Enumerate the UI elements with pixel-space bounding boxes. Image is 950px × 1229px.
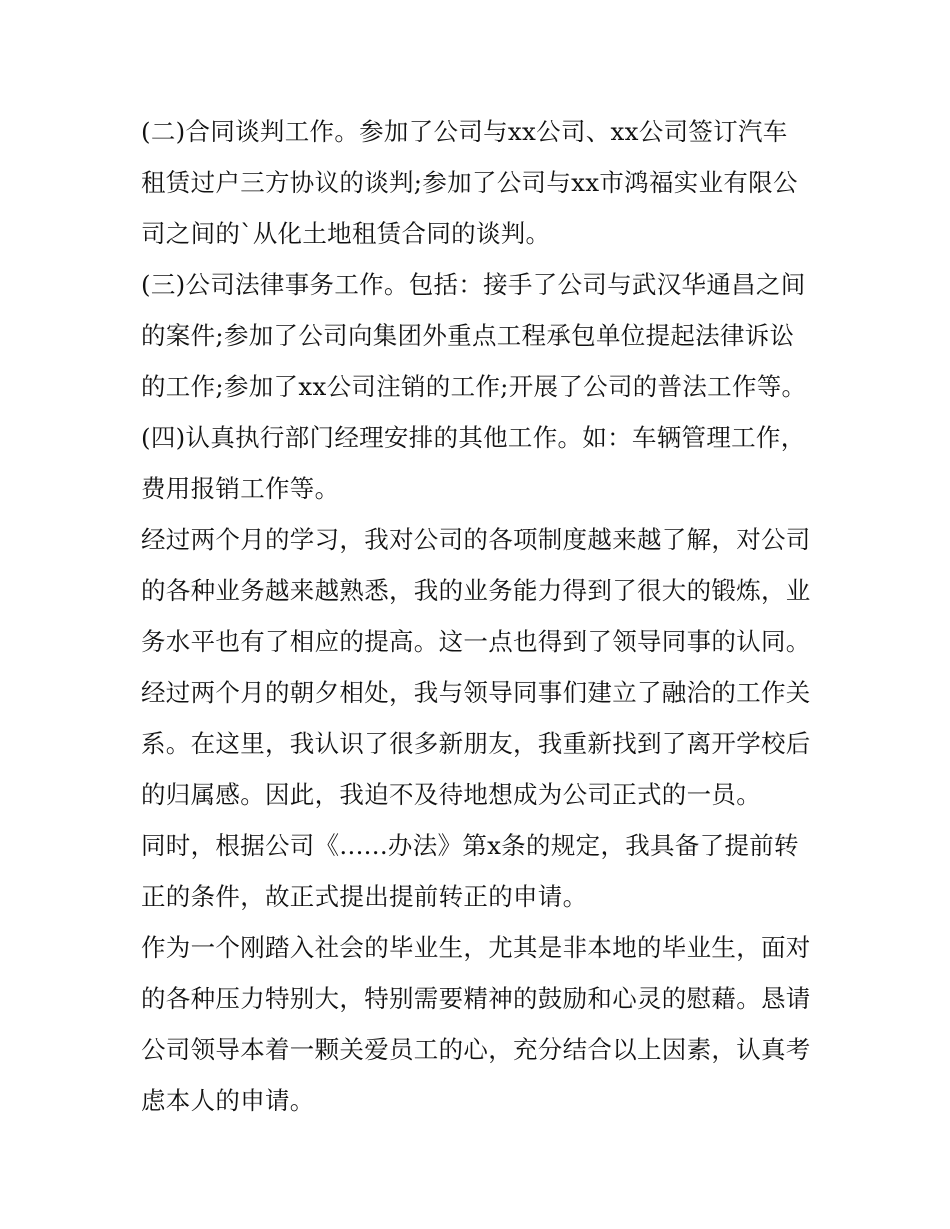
text-line: 系。在这里，我认识了很多新朋友，我重新找到了离开学校后: [141, 729, 811, 758]
text-line: 的案件;参加了公司向集团外重点工程承包单位提起法律诉讼: [141, 321, 795, 350]
text-line: 费用报销工作等。: [141, 474, 340, 503]
text-line: (二)合同谈判工作。参加了公司与xx公司、xx公司签订汽车: [141, 117, 788, 146]
text-line: 司之间的`从化土地租赁合同的谈判。: [141, 219, 551, 248]
text-line: 正的条件，故正式提出提前转正的申请。: [141, 882, 588, 911]
text-line: 的归属感。因此，我迫不及待地想成为公司正式的一员。: [141, 780, 761, 809]
text-line: 租赁过户三方协议的谈判;参加了公司与xx市鸿福实业有限公: [141, 168, 798, 197]
text-line: 公司领导本着一颗关爱员工的心，充分结合以上因素，认真考: [141, 1035, 811, 1064]
text-line: 作为一个刚踏入社会的毕业生，尤其是非本地的毕业生，面对: [141, 933, 811, 962]
text-line: 务水平也有了相应的提高。这一点也得到了领导同事的认同。: [141, 627, 811, 656]
text-line: (四)认真执行部门经理安排的其他工作。如：车辆管理工作，: [141, 423, 806, 452]
text-line: 同时，根据公司《......办法》第x条的规定，我具备了提前转: [141, 831, 799, 860]
document-body: [141, 106, 821, 1126]
text-line: (三)公司法律事务工作。包括：接手了公司与武汉华通昌之间: [141, 270, 806, 299]
text-line: 的工作;参加了xx公司注销的工作;开展了公司的普法工作等。: [141, 372, 807, 401]
text-line: 虑本人的申请。: [141, 1086, 315, 1115]
text-line: 经过两个月的学习，我对公司的各项制度越来越了解，对公司: [141, 525, 811, 554]
text-line: 的各种业务越来越熟悉，我的业务能力得到了很大的锻炼，业: [141, 576, 811, 605]
text-line: 的各种压力特别大，特别需要精神的鼓励和心灵的慰藉。恳请: [141, 984, 811, 1013]
text-line: 经过两个月的朝夕相处，我与领导同事们建立了融洽的工作关: [141, 678, 811, 707]
